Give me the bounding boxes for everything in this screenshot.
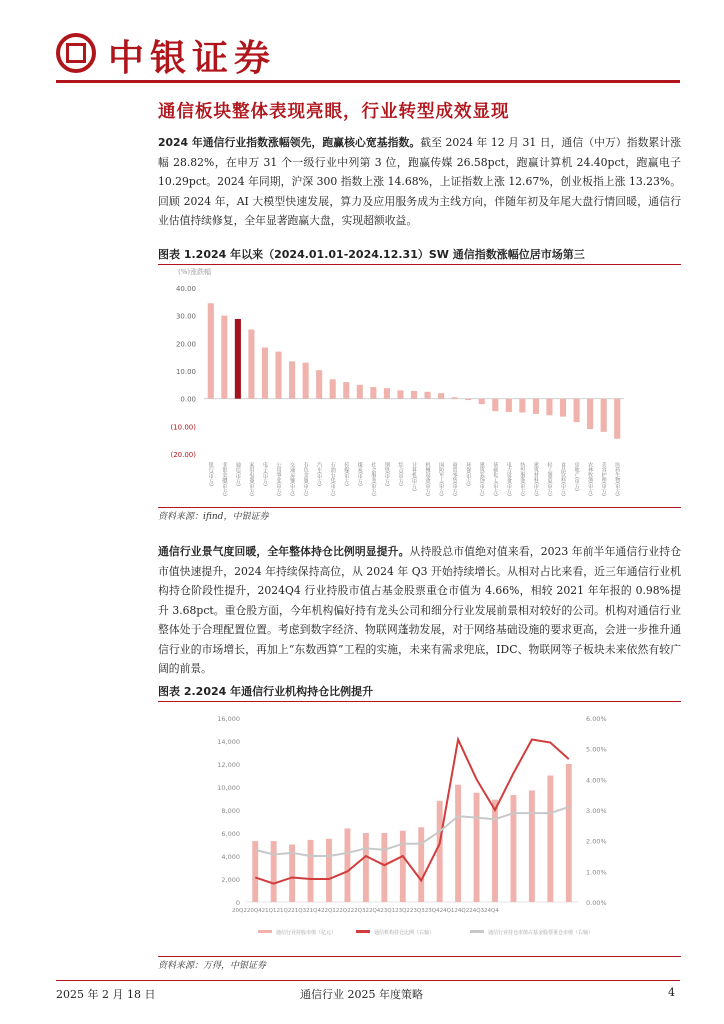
chart-1-bar [208,303,214,398]
chart-2-legend-label: 通信行业持股市值（亿元） [276,930,337,936]
chart-1-bar [452,397,458,398]
chart-2-left-tick: 2,000 [221,876,240,884]
chart-1-bar [330,379,336,398]
chart-2-right-tick: 6.00% [586,715,607,723]
chart-1-xtick: 商贸零售(申万) [451,462,458,496]
figure-1-rule [158,264,681,265]
chart-1-bar [519,399,525,413]
chart-2-bar [474,793,480,902]
chart-2-legend-swatch [470,930,484,933]
figure-2-bottom-rule [158,956,681,957]
chart-1-ytick: 40.00 [175,285,196,293]
chart-1-bar [397,390,403,398]
chart-1-ylabel: (%)涨跌幅 [178,268,212,276]
chart-1-bar [492,399,498,411]
paragraph-2-lead: 通信行业景气度回暖，全年整体持仓比例明显提升。 [158,545,410,558]
chart-1-xtick: 建筑材料(申万) [532,462,539,496]
chart-1-xtick: 房地产(申万) [573,462,580,491]
chart-1-ytick: 10.00 [175,368,196,376]
chart-1-bar [533,399,539,414]
chart-2-legend-swatch [356,930,370,933]
chart-2-legend-label: 通信机构持仓比例（右轴） [374,930,435,936]
footer-date: 2025 年 2 月 18 日 [56,988,156,1001]
chart-1-ytick: 20.00 [175,340,196,349]
chart-1-bar [370,387,376,399]
chart-1-bar [465,399,471,400]
chart-2-line-ratio [255,739,569,883]
chart-1-xtick: 纺织服饰(申万) [519,462,526,496]
chart-1-xtick: 社会服务(申万) [370,462,377,496]
chart-1-xtick: 公用事业(申万) [275,462,282,496]
chart-2-bar [529,790,535,902]
chart-1-ytick: 30.00 [175,312,196,321]
chart-2-bar [547,776,553,903]
chart-1-xtick: 机械设备(申万) [424,462,431,496]
chart-2-right-tick: 2.00% [586,837,607,846]
chart-1-bar [303,363,309,399]
chart-2-right-tick: 3.00% [586,807,607,815]
chart-1-xtick: 环保(申万) [465,462,472,486]
chart-1-bar [411,391,417,399]
chart-1-bar [221,316,227,399]
figure-2-title: 图表 2.2024 年通信行业机构持仓比例提升 [158,685,374,698]
chart-2-left-tick: 4,000 [221,853,240,861]
figure-2-source: 资料来源：万得，中银证券 [158,961,267,971]
chart-2-xaxis-labels: 20Q220Q421Q121Q221Q321Q422Q122Q222Q322Q423Q123Q223Q323Q424Q124Q224Q324Q4 [232,908,499,914]
section-title: 通信板块整体表现亮眼，行业转型成效显现 [158,102,510,122]
chart-1-xtick: 轻工制造(申万) [546,462,553,496]
footer-doc-title: 通信行业 2025 年度策略 [300,988,423,1001]
chart-2-left-tick: 14,000 [217,738,240,746]
chart-1-xtick: 建筑装饰(申万) [478,462,485,496]
chart-1-xtick: 通信(申万) [234,462,241,486]
paragraph-1-lead: 2024 年通信行业指数涨幅领先，跑赢核心宽基指数。 [158,136,421,149]
chart-1-xtick: 医药生物(申万) [614,462,621,496]
chart-2-left-tick: 12,000 [217,761,240,769]
chart-2-bar [308,840,314,902]
chart-1-bar [601,399,607,432]
chart-2-left-tick: 10,000 [217,784,240,792]
chart-2-right-tick: 4.00% [586,776,607,785]
chart-2-bar [418,827,424,902]
paragraph-1 [158,133,681,231]
chart-2-bar [566,764,572,902]
chart-2-bar [344,828,350,902]
chart-1-xtick: 汽车(申万) [316,462,323,486]
chart-2-bar [437,801,443,902]
chart-2-left-tick: 6,000 [221,830,240,838]
chart-1-bar [262,347,268,398]
chart-1-bar [546,399,552,416]
chart-2-line-share [255,807,569,856]
chart-1-bar [614,399,620,439]
chart-2-bar [381,833,387,902]
chart-2-bar [510,795,516,902]
chart-1-bar [275,352,281,399]
chart-2-bar [326,839,332,902]
figure-1-title: 图表 1.2024 年以来（2024.01.01-2024.12.31）SW 通信指数涨幅位居市场第三 [158,248,585,261]
chart-1-bar [587,399,593,429]
chart-1-xtick: 交通运输(申万) [289,462,296,496]
chart-1-bar [438,393,444,399]
chart-1-xtick: 计算机(申万) [411,462,417,491]
chart-2-left-tick: 8,000 [221,807,240,815]
chart-1-xtick: 电力设备(申万) [505,462,512,496]
chart-2-bar [271,841,277,902]
chart-1-bar [506,399,512,412]
chart-1-bar [343,382,349,399]
chart-1-xtick: 银行(申万) [207,462,214,486]
figure-1-source: 资料来源：ifind，中银证券 [158,512,269,522]
chart-1-xtick: 传媒(申万) [343,462,350,486]
chart-1-bar [560,399,566,417]
chart-1-bar [574,399,580,423]
chart-2 [158,708,681,948]
chart-2-bar [363,833,369,902]
chart-1-xtick: 石油石化(申万) [329,462,336,496]
chart-1-bar [357,385,363,399]
chart-1-ytick: (20.00) [170,451,196,459]
logo-text: 中银证券 [108,38,277,79]
paragraph-1-body: 截至 2024 年 12 月 31 日，通信（中万）指数累计涨幅 28.82%，在申万 31 个一级行业中列第 3 位，跑赢传媒 26.58pct，跑赢计算机 24.40pct，跑赢电子 10.29pct。2024 年同期，沪深 300 指数上涨 14.68%，上证指数上涨 12.67%，创业板指上涨 13.23%。回顾 2024 年，AI 大模型快速发展，算力及应用服务成为主线方向，伴随年初及年尾大盘行情回暖，通信行业估值持续修复，全年显著跑赢大盘，实现超额收益。 [158,136,682,227]
paragraph-2-body: 从持股总市值绝对值来看，2023 年前半年通信行业持仓市值快速提升，2024 年持续保持高位，从 2024 年 Q3 开始持续增长。从相对占比来看，近三年通信行业机构持仓阶段性提升，2024Q4 行业持股市值占基金股票重仓市值为 4.66%，相较 2021 年年报的 0.98%提升 3.68pct。重仓股方面，今年机构偏好持有龙头公司和细分行业发展前景相对较好的公司。机构对通信行业整体处于合理配置位置。考虑到数字经济、物联网蓬勃发展，对于网络基础设施的要求更高，会进一步推升通信行业的市场增长，再加上“东数西算”工程的实施，未来有需求兜底，IDC、物联网等子板块未来依然有较广阔的前景。 [158,545,681,675]
chart-2-right-tick: 5.00% [586,745,607,754]
chart-1-xtick: 电子(申万) [261,462,268,486]
chart-2-right-tick: 1.00% [586,868,607,877]
chart-2-legend-label: 通信行业持仓市值占基金股票重仓市值（右轴） [488,930,594,936]
chart-1-xtick: 综合(申万) [397,462,404,486]
chart-1-xtick: 基础化工(申万) [492,462,499,496]
chart-2-bar [492,800,498,902]
chart-1-bar [425,392,431,399]
chart-2-left-tick: 0 [235,899,240,907]
chart-1-ytick: 0.00 [180,395,196,404]
chart-1-bar [235,319,241,399]
chart-2-legend-swatch [258,930,272,933]
chart-1-bar [479,399,485,405]
chart-1 [158,266,681,506]
chart-1-xtick: 煤炭(申万) [356,462,363,486]
footer-rule [56,980,680,981]
chart-1-bar [248,330,254,399]
chart-2-right-tick: 0.00% [586,899,607,907]
chart-1-xtick: 食品饮料(申万) [560,462,567,496]
chart-1-xtick: 美容护理(申万) [600,462,607,496]
chart-1-xtick: 家用电器(申万) [248,462,255,496]
chart-1-ytick: (10.00) [170,423,196,432]
chart-1-bar [316,370,322,398]
chart-1-xtick: 农林牧渔(申万) [587,462,594,496]
chart-2-left-tick: 16,000 [217,715,240,723]
chart-1-xtick: 有色金属(申万) [302,462,309,496]
chart-1-xtick: 钢铁(申万) [383,462,390,486]
header-rule [56,80,680,83]
chart-1-bar [289,361,295,398]
chart-1-xtick: 非银金融(申万) [221,462,228,496]
chart-1-xtick: 国防军工(申万) [438,462,445,496]
chart-2-bar [455,785,461,902]
figure-2-rule [158,701,681,702]
chart-2-bar [400,831,406,902]
figure-1-bottom-rule [158,507,681,508]
page-number: 4 [668,986,675,999]
chart-1-bar [384,388,390,399]
paragraph-2 [158,542,681,679]
logo-mark-inner [66,43,86,63]
